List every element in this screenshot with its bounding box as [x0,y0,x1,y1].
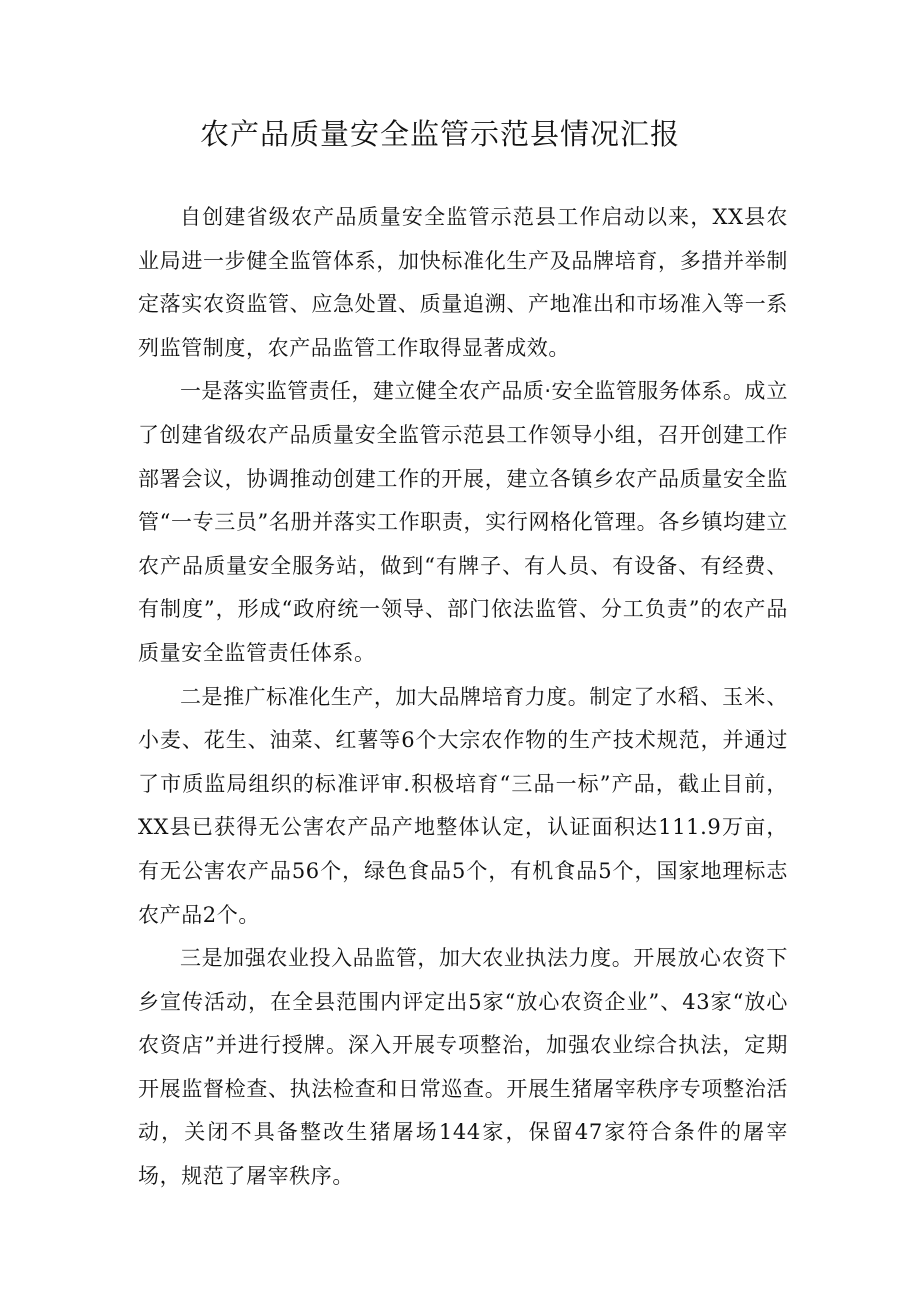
paragraph-section-1 [138,370,788,675]
paragraph-intro [138,196,788,370]
paragraph-lead: 一是落实监管责任，建立健全农产品质·安全监管服务体系。 [180,379,745,404]
paragraph-lead: 三是加强农业投入品监管，加大农业执法力度。 [180,946,634,971]
document-body [138,196,788,1199]
document-title: 农产品质量安全监管示范县情况汇报 [199,117,680,151]
paragraph-text: 成立了创建省级农产品质量安全监管示范县工作领导小组，召开创建工作部署会议，协调推动创建工作的开展，建立各镇乡农产品质量安全监管“一专三员”名册并落实工作职责，实行网格化管理。各乡镇均建立农产品质量安全服务站，做到“有牌子、有人员、有设备、有经费、有制度”，形成“政府统一领导、部门依法监管、分工负责”的农产品质量安全监管责任体系。 [138,379,788,665]
paragraph-section-2 [138,676,788,938]
paragraph-text: 自创建省级农产品质量安全监管示范县工作启动以来，XX县农业局进一步健全监管体系，加快标准化生产及品牌培育，多措并举制定落实农资监管、应急处置、质量追溯、产地准出和市场准入等一系列监管制度，农产品监管工作取得显著成效。 [138,205,788,360]
paragraph-text: 制定了水稻、玉米、小麦、花生、油菜、红薯等6个大宗农作物的生产技术规范，并通过了市质监局组织的标准评审.积极培育“三品一标”产品，截止目前，XX县已获得无公害农产品产地整体认定，认证面积达111.9万亩，有无公害农产品56个，绿色食品5个，有机食品5个，国家地理标志农产品2个。 [138,684,789,927]
paragraph-text: 开展放心农资下乡宣传活动，在全县范围内评定出5家“放心农资企业”、43家“放心农资店”并进行授牌。深入开展专项整治，加强农业综合执法，定期开展监督检查、执法检查和日常巡查。开展生猪屠宰秩序专项整治活动，关闭不具备整改生猪屠场144家，保留47家符合条件的屠宰场，规范了屠宰秩序。 [138,946,789,1189]
paragraph-lead: 二是推广标准化生产，加大品牌培育力度。 [180,684,590,709]
paragraph-section-3 [138,937,788,1199]
